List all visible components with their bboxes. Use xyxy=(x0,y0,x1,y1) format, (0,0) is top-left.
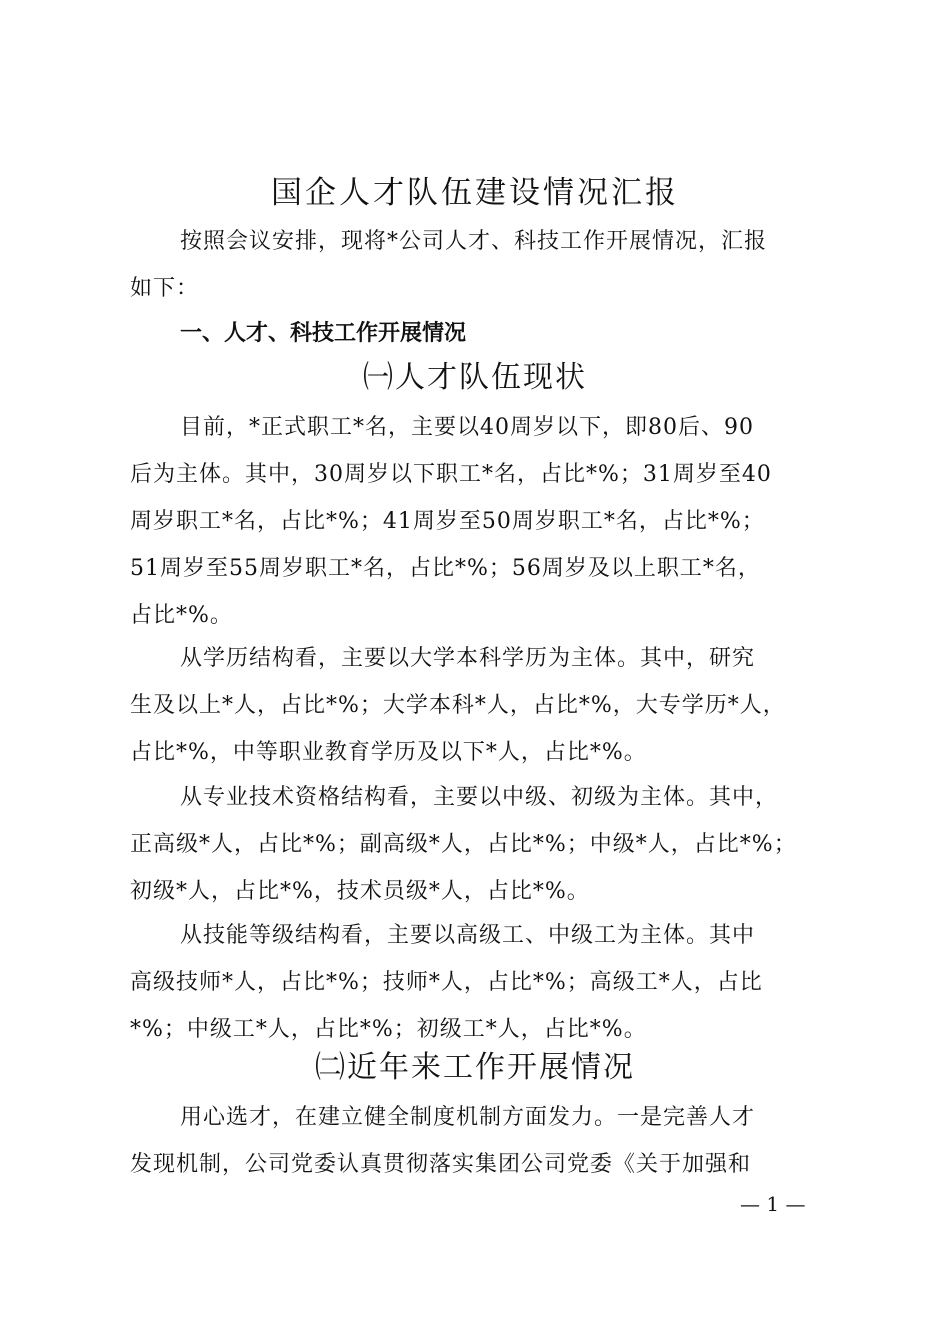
text-line: 从学历结构看，主要以大学本科学历为主体。其中，研究 xyxy=(180,646,756,671)
text-line: 发现机制，公司党委认真贯彻落实集团公司党委《关于加强和 xyxy=(130,1152,752,1177)
text-line: 正高级*人，占比*%；副高级*人，占比*%；中级*人，占比*%； xyxy=(130,832,797,857)
subsection-heading-1: ㈠人才队伍现状 xyxy=(363,360,587,395)
text-line: 从技能等级结构看，主要以高级工、中级工为主体。其中 xyxy=(180,923,756,948)
subsection-heading-2: ㈡近年来工作开展情况 xyxy=(315,1050,635,1085)
text-line: 初级*人，占比*%，技术员级*人，占比*%。 xyxy=(130,879,590,904)
text-line: 高级技师*人，占比*%；技师*人，占比*%；高级工*人，占比 xyxy=(130,970,763,995)
text-line: 生及以上*人，占比*%；大学本科*人，占比*%，大专学历*人， xyxy=(130,693,786,718)
text-line: 后为主体。其中，30周岁以下职工*名，占比*%；31周岁至40 xyxy=(130,462,772,487)
age-structure-paragraph xyxy=(130,404,830,639)
intro-paragraph xyxy=(130,218,830,312)
work-progress-paragraph xyxy=(130,1094,830,1188)
professional-title-paragraph xyxy=(130,774,830,915)
text-line: 用心选才，在建立健全制度机制方面发力。一是完善人才 xyxy=(180,1105,756,1130)
text-line: 51周岁至55周岁职工*名，占比*%；56周岁及以上职工*名， xyxy=(130,556,761,581)
text-line: 按照会议安排，现将*公司人才、科技工作开展情况，汇报 xyxy=(180,229,768,254)
education-structure-paragraph xyxy=(130,635,830,776)
text-line: 从专业技术资格结构看，主要以中级、初级为主体。其中， xyxy=(180,785,779,810)
skill-level-paragraph xyxy=(130,912,830,1053)
text-line: 周岁职工*名，占比*%；41周岁至50周岁职工*名，占比*%； xyxy=(130,509,765,534)
document-title: 国企人才队伍建设情况汇报 xyxy=(271,175,679,211)
text-line: 占比*%。 xyxy=(130,603,233,628)
section-heading: 一、人才、科技工作开展情况 xyxy=(180,321,467,346)
page-number: — 1 — xyxy=(740,1192,806,1216)
text-line: 占比*%，中等职业教育学历及以下*人，占比*%。 xyxy=(130,740,647,765)
text-line: 如下： xyxy=(130,276,200,301)
text-line: *%；中级工*人，占比*%；初级工*人，占比*%。 xyxy=(130,1017,647,1042)
text-line: 目前，*正式职工*名，主要以40周岁以下，即80后、90 xyxy=(180,415,754,440)
